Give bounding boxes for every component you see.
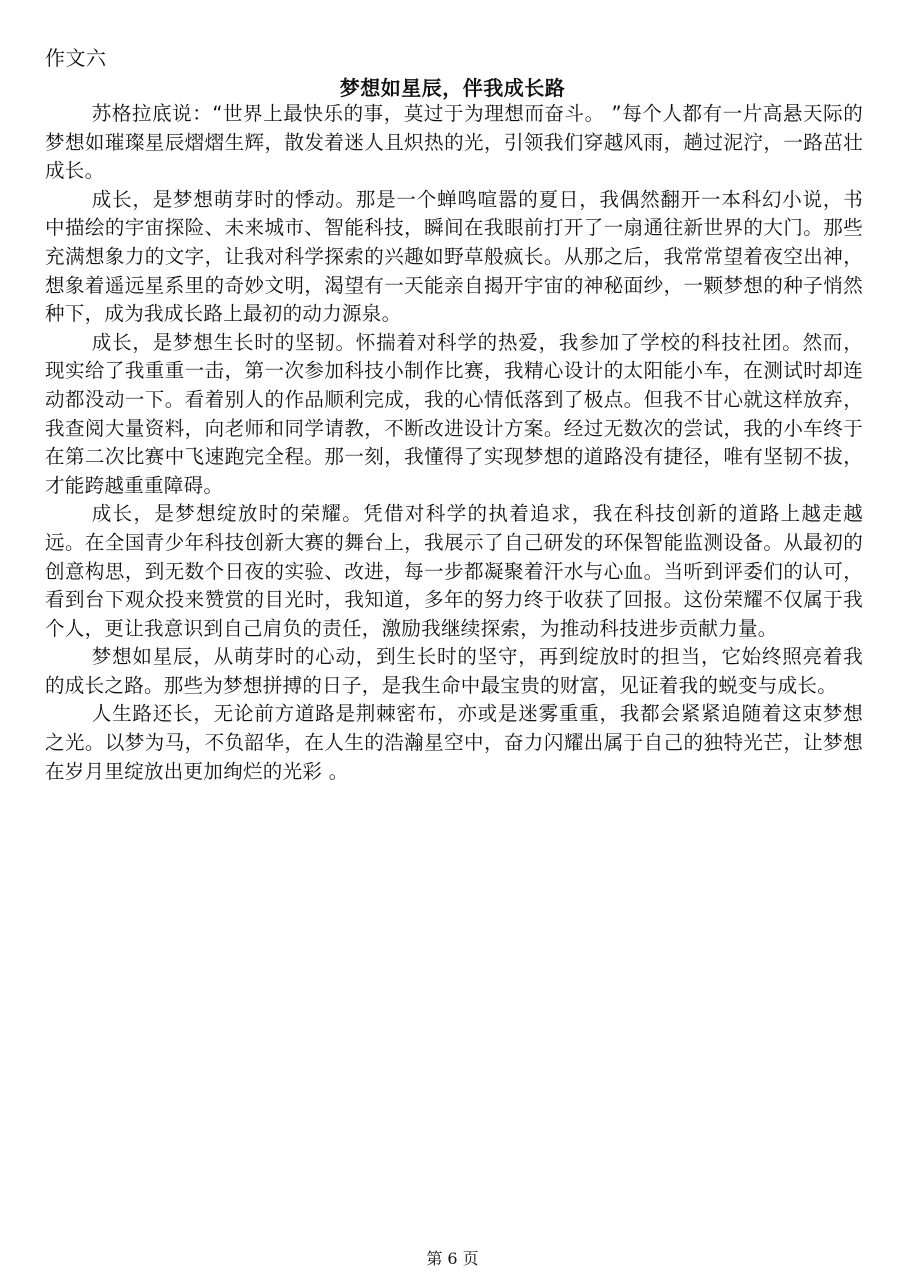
paragraph-2: 成长，是梦想萌芽时的悸动。那是一个蝉鸣喧嚣的夏日，我偶然翻开一本科幻小说，书中描绘的宇宙探险、未来城市、智能科技，瞬间在我眼前打开了一扇通往新世界的大门。那些充满想象力的文字，让我对科学探索的兴趣如野草般疯长。从那之后，我常常望着夜空出神，想象着遥远星系里的奇妙文明，渴望有一天能亲自揭开宇宙的神秘面纱，一颗梦想的种子悄然种下，成为我成长路上最初的动力源泉。 bbox=[45, 187, 863, 326]
paragraph-4: 成长，是梦想绽放时的荣耀。凭借对科学的执着追求，我在科技创新的道路上越走越远。在全国青少年科技创新大赛的舞台上，我展示了自己研发的环保智能监测设备。从最初的创意构思，到无数个日夜的实验、改进，每一步都凝聚着汗水与心血。当听到评委们的认可，看到台下观众投来赞赏的目光时，我知道，多年的努力终于收获了回报。这份荣耀不仅属于我个人，更让我意识到自己肩负的责任，激励我继续探索，为推动科技进步贡献力量。 bbox=[45, 502, 863, 640]
essay-title: 梦想如星辰，伴我成长路 bbox=[339, 76, 566, 100]
paragraph-6: 人生路还长，无论前方道路是荆棘密布，亦或是迷雾重重，我都会紧紧追随着这束梦想之光。以梦为马，不负韶华，在人生的浩瀚星空中，奋力闪耀出属于自己的独特光芒，让梦想在岁月里绽放出更加绚烂的光彩 。 bbox=[45, 702, 863, 783]
paragraph-5: 梦想如星辰，从萌芽时的心动，到生长时的坚守，再到绽放时的担当，它始终照亮着我的成长之路。那些为梦想拼搏的日子，是我生命中最宝贵的财富，见证着我的蜕变与成长。 bbox=[45, 645, 863, 697]
essay-number-label: 作文六 bbox=[45, 46, 107, 70]
page-number: 第 6 页 bbox=[426, 1249, 479, 1268]
paragraph-3: 成长，是梦想生长时的坚韧。怀揣着对科学的热爱，我参加了学校的科技社团。然而，现实给了我重重一击，第一次参加科技小制作比赛，我精心设计的太阳能小车，在测试时却连动都没动一下。看着别人的作品顺利完成，我的心情低落到了极点。但我不甘心就这样放弃，我查阅大量资料，向老师和同学请教，不断改进设计方案。经过无数次的尝试，我的小车终于在第二次比赛中飞速跑完全程。那一刻，我懂得了实现梦想的道路没有捷径，唯有坚韧不拔，才能跨越重重障碍。 bbox=[45, 330, 863, 497]
essay-body bbox=[45, 100, 863, 786]
paragraph-1: 苏格拉底说：“世界上最快乐的事，莫过于为理想而奋斗。 ”每个人都有一片高悬天际的梦想如璀璨星辰熠熠生辉，散发着迷人且炽热的光，引领我们穿越风雨，趟过泥泞，一路茁壮成长。 bbox=[45, 102, 863, 183]
